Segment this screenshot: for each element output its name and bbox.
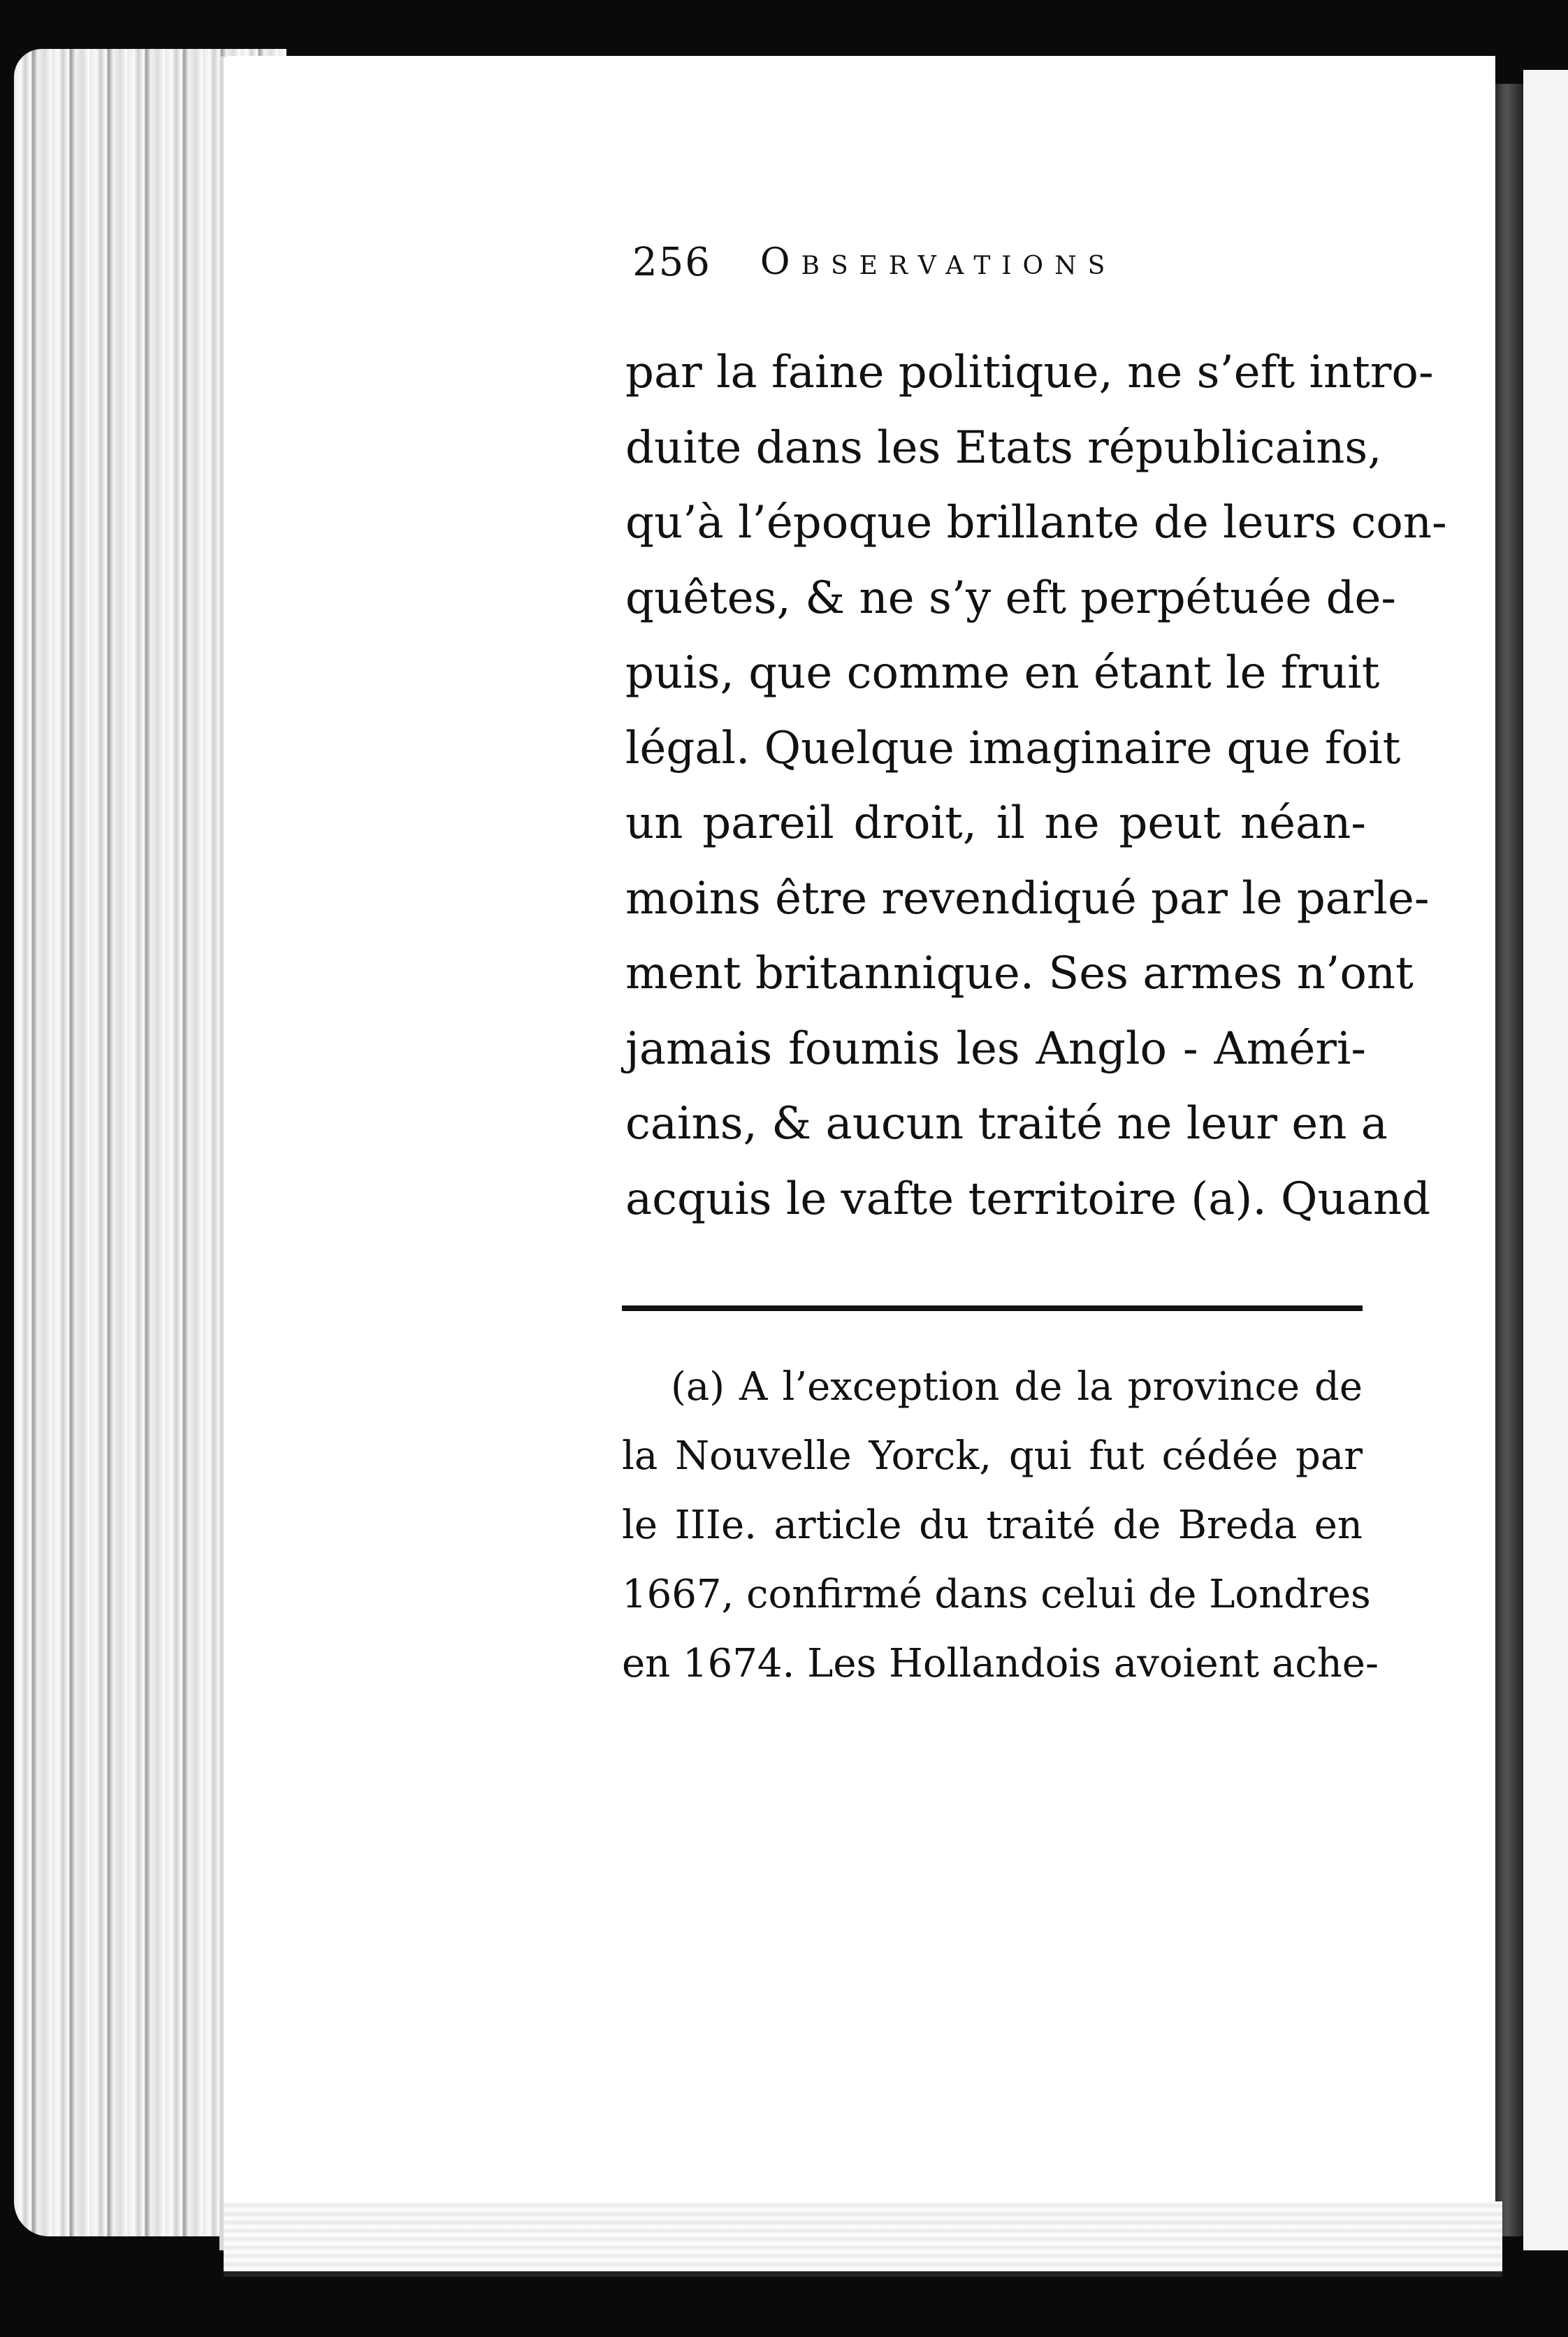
text-line: cains, & aucun traité ne leur en a [625,1098,1388,1150]
facing-page-strip [1523,70,1568,2250]
running-header [632,231,1331,294]
footnote-separator-rule [622,1305,1363,1311]
page-number: 256 [632,239,711,285]
text-line: acquis le vafte territoire (a). Quand [625,1173,1431,1225]
text-line: légal. Quelque imaginaire que foit [625,722,1401,774]
book-spine-shadow [1495,84,1523,2236]
page-bottom-edge [224,2201,1502,2277]
body-text [625,335,1447,1237]
text-line: un pareil droit, il ne peut néan- [625,797,1366,849]
text-line: puis, que comme en étant le fruit [625,647,1380,699]
text-line: duite dans les Etats républicains, [625,421,1382,474]
running-title: Observations [760,241,1117,283]
footnote-line: le IIIe. article du traité de Breda en [622,1503,1363,1548]
footnote-line: en 1674. Les Hollandois avoient ache- [622,1641,1379,1686]
text-line: moins être revendiqué par le parle- [625,872,1430,925]
footnote [622,1352,1379,1698]
footnote-line: 1667, confirmé dans celui de Londres [622,1572,1371,1617]
footnote-line: (a) A l’exception de la province de [671,1364,1363,1410]
text-line: jamais foumis les Anglo - Améri- [625,1022,1366,1075]
text-line: ment britannique. Ses armes n’ont [625,948,1414,999]
text-line: quêtes, & ne s’y eft perpétuée de- [625,572,1397,624]
text-line: par la faine politique, ne s’eft intro- [625,347,1434,398]
text-line: qu’à l’époque brillante de leurs con- [625,497,1447,549]
footnote-line: la Nouvelle Yorck, qui fut cédée par [622,1433,1363,1479]
